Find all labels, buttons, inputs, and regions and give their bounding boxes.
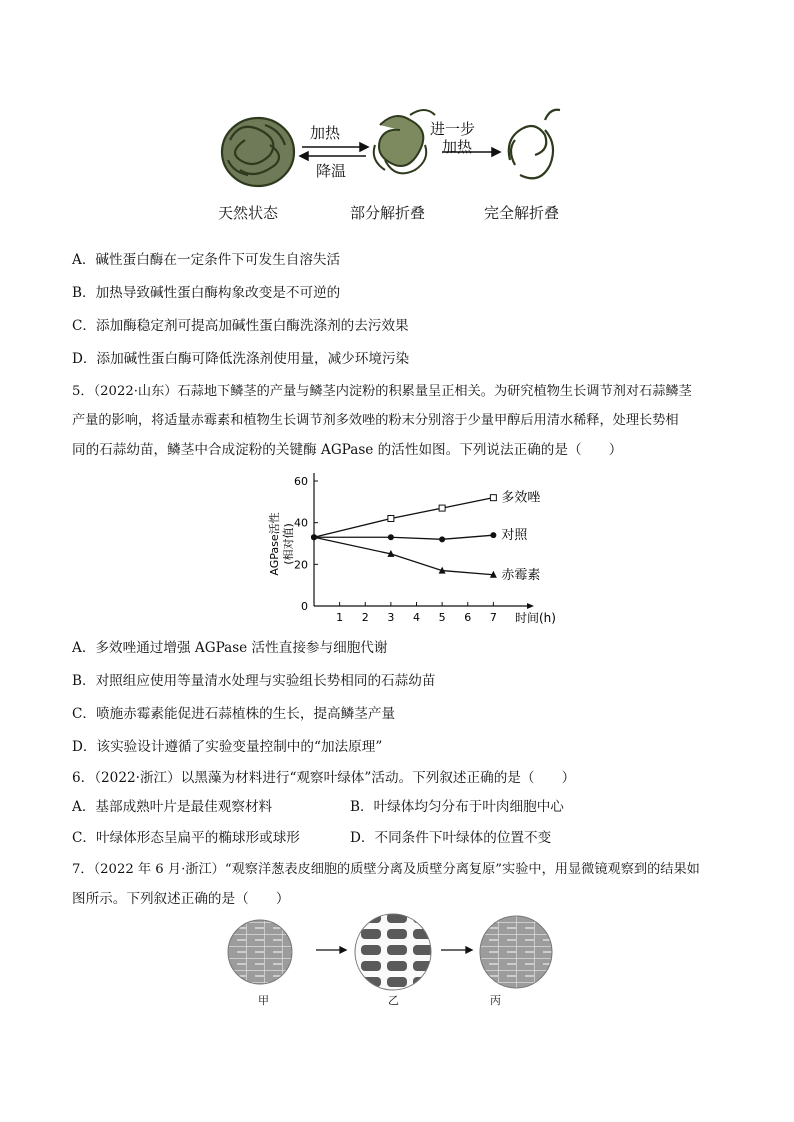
partial-unfolded-protein-image xyxy=(374,110,435,173)
q6-option-a: A．基部成熟叶片是最佳观察材料 xyxy=(72,799,273,815)
protein-unfolding-figure xyxy=(210,100,590,225)
x-tick-label: 1 xyxy=(336,611,344,624)
cell-image-yi xyxy=(355,914,431,990)
microscope-figure xyxy=(228,910,568,1010)
x-tick-label: 5 xyxy=(438,611,446,624)
series-line-0 xyxy=(314,498,493,538)
point-circle xyxy=(490,532,496,538)
legend-label: 对照 xyxy=(501,528,528,544)
point-square xyxy=(388,516,394,522)
arrow2-top-label: 进一步 xyxy=(430,120,476,138)
q5-stem-line2: 产量的影响，将适量赤霉素和植物生长调节剂多效唑的粉末分别溶于少量甲醇后用清水稀释，处理长势相 xyxy=(72,413,679,428)
arrow1-top-label: 加热 xyxy=(310,124,341,142)
arrow1-bottom-label: 降温 xyxy=(316,162,347,180)
q5-stem-line3: 同的石蒜幼苗，鳞茎中合成淀粉的关键酶 AGPase 的活性如图。下列说法正确的是（ ） xyxy=(72,442,623,458)
native-state-label: 天然状态 xyxy=(218,204,279,222)
y-axis-label-line1: AGPase活性 xyxy=(268,512,281,576)
q7-stem-line2: 图所示。下列叙述正确的是（ ） xyxy=(72,891,290,907)
y-axis-label-line2: (相对值) xyxy=(282,523,295,565)
series-line-2 xyxy=(314,537,493,575)
label-jia: 甲 xyxy=(258,994,269,1007)
native-protein-image xyxy=(222,118,294,186)
x-tick-label: 6 xyxy=(464,611,472,624)
full-unfold-label: 完全解折叠 xyxy=(484,204,560,222)
q5-option-c: C．喷施赤霉素能促进石蒜植株的生长，提高鳞茎产量 xyxy=(72,706,396,722)
agpase-line-chart xyxy=(258,468,556,628)
legend-label: 赤霉素 xyxy=(501,567,541,583)
q6-stem: 6．（2022·浙江）以黑藻为材料进行“观察叶绿体”活动。下列叙述正确的是（ ） xyxy=(72,770,576,786)
agpase-chart xyxy=(258,468,556,628)
y-tick-label: 40 xyxy=(294,516,308,530)
q4-option-a: A．碱性蛋白酶在一定条件下可发生自溶失活 xyxy=(72,252,341,268)
q5-option-d: D．该实验设计遵循了实验变量控制中的“加法原理” xyxy=(72,739,383,755)
y-tick-label: 60 xyxy=(294,475,308,488)
q6-option-b: B．叶绿体均匀分布于叶肉细胞中心 xyxy=(350,799,564,815)
q4-option-b: B．加热导致碱性蛋白酶构象改变是不可逆的 xyxy=(72,285,341,301)
x-tick-label: 3 xyxy=(387,611,395,624)
point-square xyxy=(490,495,496,501)
y-tick-label: 20 xyxy=(294,558,308,572)
label-yi: 乙 xyxy=(388,994,399,1007)
q5-option-a: A．多效唑通过增强 AGPase 活性直接参与细胞代谢 xyxy=(72,640,388,656)
point-origin xyxy=(311,534,317,540)
legend-label: 多效唑 xyxy=(501,490,541,506)
reversible-arrows xyxy=(300,143,368,160)
series-line-1 xyxy=(314,535,493,539)
x-tick-label: 4 xyxy=(413,611,420,624)
point-square xyxy=(439,505,445,511)
partial-unfold-label: 部分解折叠 xyxy=(350,204,426,222)
q5-stem-line1: 5．（2022·山东）石蒜地下鳞茎的产量与鳞茎内淀粉的积累量呈正相关。为研究植物生长调节剂对石蒜鳞茎 xyxy=(72,384,692,399)
x-tick-label: 2 xyxy=(361,611,369,624)
x-axis-arrow xyxy=(527,603,534,609)
q7-stem-line1: 7．（2022 年 6 月·浙江）“观察洋葱表皮细胞的质壁分离及质壁分离复原”实验中，用显微镜观察到的结果如 xyxy=(72,862,700,877)
point-circle xyxy=(388,534,394,540)
point-circle xyxy=(439,536,445,542)
cell-image-bing xyxy=(480,916,552,988)
fully-unfolded-protein-image xyxy=(509,110,560,179)
q4-option-c: C．添加酶稳定剂可提高加碱性蛋白酶洗涤剂的去污效果 xyxy=(72,318,409,334)
x-tick-label: 7 xyxy=(489,611,497,624)
x-axis-label: 时间(h) xyxy=(515,611,556,625)
arrow2-bottom-label: 加热 xyxy=(442,138,473,156)
y-tick-label: 0 xyxy=(301,600,308,613)
microscope-images xyxy=(228,910,568,1000)
q5-option-b: B．对照组应使用等量清水处理与实验组长势相同的石蒜幼苗 xyxy=(72,673,436,689)
label-bing: 丙 xyxy=(490,994,501,1007)
cell-image-jia xyxy=(228,920,292,984)
q6-option-d: D．不同条件下叶绿体的位置不变 xyxy=(350,830,552,846)
q6-option-c: C．叶绿体形态呈扁平的椭球形或球形 xyxy=(72,830,300,846)
q4-option-d: D．添加碱性蛋白酶可降低洗涤剂使用量，减少环境污染 xyxy=(72,351,410,367)
